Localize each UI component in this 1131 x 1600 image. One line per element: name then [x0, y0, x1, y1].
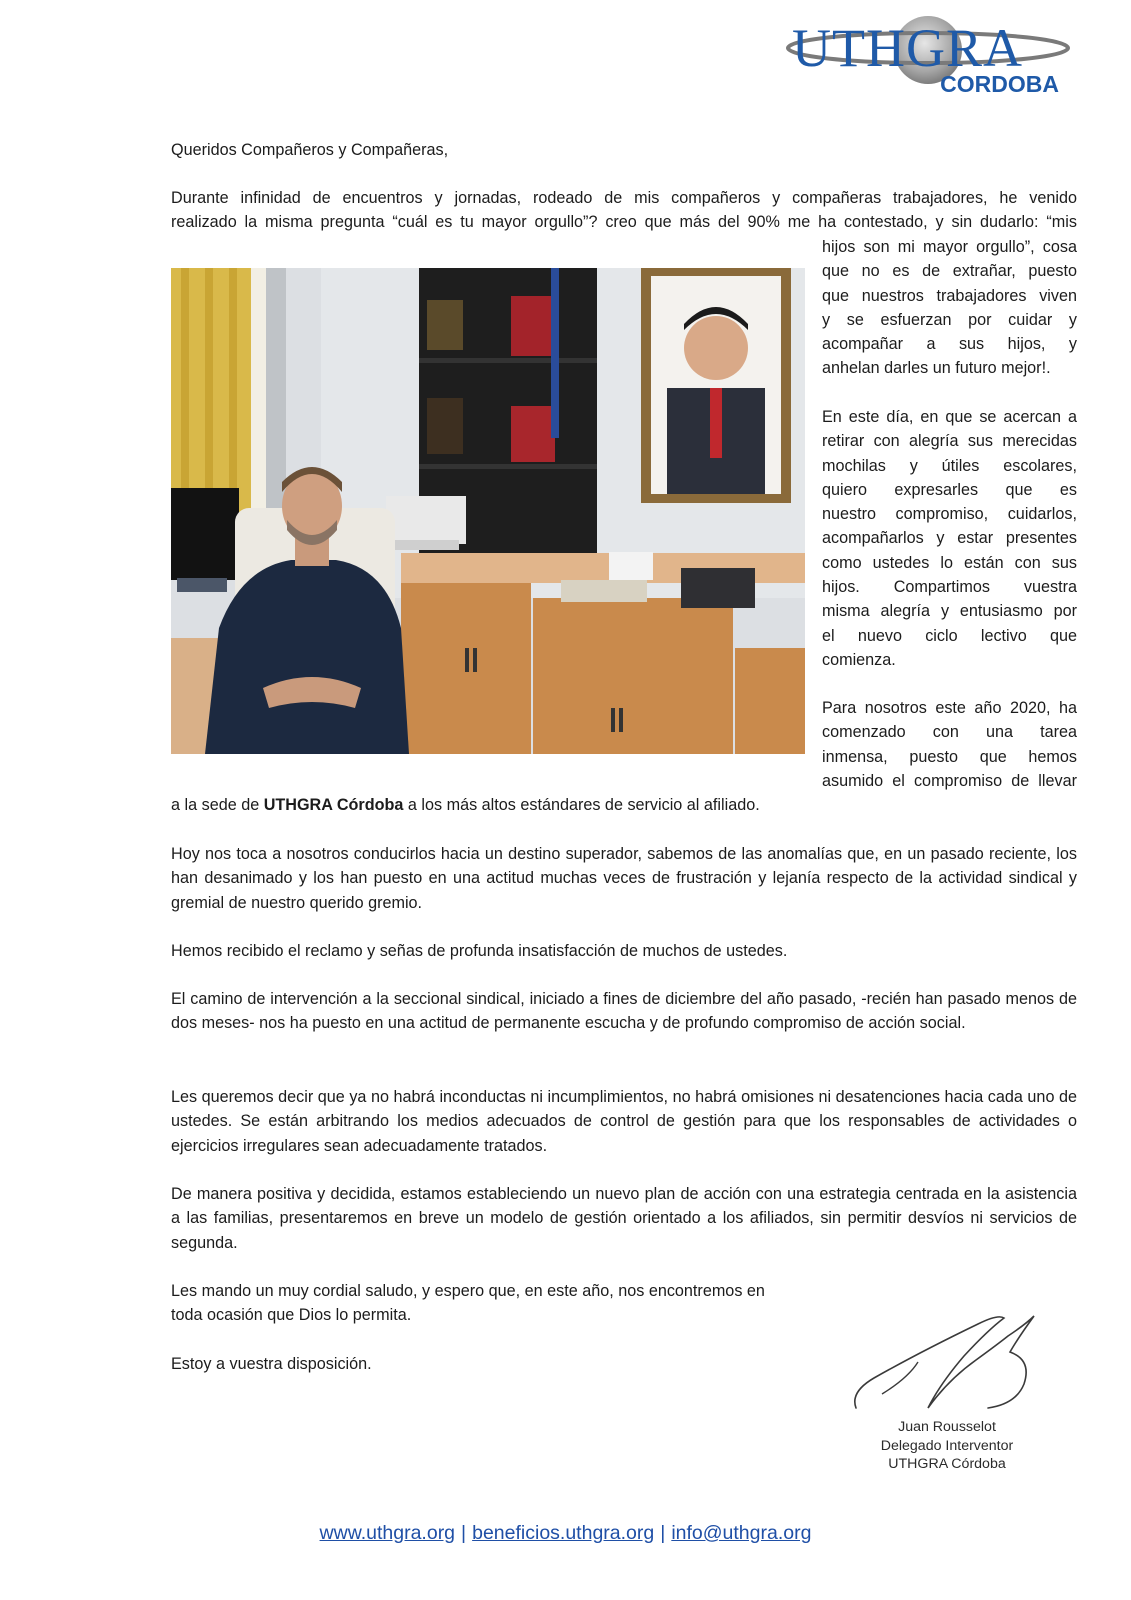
- column-line: Para nosotros este año 2020, ha: [822, 699, 1077, 717]
- column-line: acompañarlos y estar presentes: [822, 529, 1077, 548]
- paragraph-4: Hoy nos toca a nosotros conducirlos hacia un destino superador, sabemos de las anomalías que, en un pasado reciente, los han desanimado y los han puesto en una actitud muchas veces de frustración y lejanía respecto de la actividad sindical y gremial de nuestro querido gremio.: [171, 845, 1077, 912]
- column-line: hijos. Compartimos vuestra: [822, 578, 1077, 597]
- tail-text: a la sede de: [171, 796, 264, 814]
- logo-name: UTHGRA: [792, 18, 1023, 78]
- paragraph-3-column: [822, 696, 1077, 793]
- paragraph-5: Hemos recibido el reclamo y señas de profunda insatisfacción de muchos de ustedes.: [171, 942, 788, 960]
- website-link[interactable]: www.uthgra.org: [319, 1522, 456, 1544]
- paragraph-2-column: [822, 405, 1077, 672]
- org-name-bold: UTHGRA Córdoba: [263, 796, 404, 814]
- paragraph-1-line: Durante infinidad de encuentros y jornadas, rodeado de mis compañeros y compañeras trabajadores, he venido: [171, 189, 1077, 207]
- paragraph-1-column: [822, 235, 1077, 381]
- office-photo: [171, 268, 805, 754]
- paragraph-10: Estoy a vuestra disposición.: [171, 1355, 372, 1373]
- paragraph-3-tail: [171, 793, 1077, 817]
- tail-text: a los más altos estándares de servicio al afiliado.: [403, 796, 760, 814]
- paragraph-9-line: Les mando un muy cordial saludo, y espero que, en este año, nos encontremos en: [171, 1282, 765, 1300]
- column-line: asumido el compromiso de llevar: [822, 771, 1077, 790]
- paragraph-7: Les queremos decir que ya no habrá inconductas ni incumplimientos, no habrá omisiones ni desatenciones hacia cada uno de ustedes. Se están arbitrando los medios adecuados de control de gestión para que los responsables de actividades o ejercicios irregulares sean adecuadamente tratados.: [171, 1088, 1077, 1155]
- signer-org: UTHGRA Córdoba: [888, 1456, 1006, 1472]
- column-line: hijos son mi mayor orgullo”, cosa: [822, 238, 1077, 256]
- signer-name: Juan Rousselot: [898, 1419, 996, 1435]
- column-line: que no es de extrañar, puesto: [822, 262, 1077, 281]
- paragraph-8: De manera positiva y decidida, estamos estableciendo un nuevo plan de acción con una estrategia centrada en la asistencia a las familias, presentaremos en breve un modelo de gestión orientado a los afiliados, sin permitir desvíos ni servicios de segunda.: [171, 1185, 1077, 1252]
- paragraph-9-line: toda ocasión que Dios lo permita.: [171, 1306, 412, 1325]
- column-line: acompañar a sus hijos, y: [822, 335, 1077, 354]
- greeting: Queridos Compañeros y Compañeras,: [171, 141, 449, 159]
- paragraph-1-line: realizado la misma pregunta “cuál es tu mayor orgullo”? creo que más del 90% me ha contestado, y sin dudarlo: “mis: [171, 213, 1077, 232]
- column-line: quiero expresarles que es: [822, 480, 1077, 499]
- signer-role: Delegado Interventor: [880, 1437, 1014, 1454]
- column-line: retirar con alegría sus merecidas: [822, 432, 1077, 451]
- column-line: que nuestros trabajadores viven: [822, 286, 1077, 305]
- column-line: nuestro compromiso, cuidarlos,: [822, 505, 1077, 524]
- benefits-link[interactable]: beneficios.uthgra.org: [472, 1522, 655, 1544]
- column-line: comenzado con una tarea: [822, 723, 1077, 742]
- office-photo-illustration: [171, 268, 805, 754]
- paragraph-6: El camino de intervención a la seccional sindical, iniciado a fines de diciembre del año pasado, -recién han pasado menos de dos meses- nos ha puesto en una actitud de permanente escucha y de profundo compromiso de acción social.: [171, 990, 1077, 1033]
- column-line: como ustedes lo están con sus: [822, 553, 1077, 572]
- column-line: comienza.: [822, 650, 896, 669]
- signature-block: [862, 1418, 1032, 1474]
- column-line: y se esfuerzan por cuidar y: [822, 310, 1077, 329]
- column-line: mochilas y útiles escolares,: [822, 456, 1077, 475]
- separator: |: [660, 1522, 666, 1544]
- column-line: inmensa, puesto que hemos: [822, 747, 1077, 766]
- email-link[interactable]: info@uthgra.org: [671, 1522, 812, 1544]
- column-line: misma alegría y entusiasmo por: [822, 602, 1077, 621]
- column-line: anhelan darles un futuro mejor!.: [822, 359, 1051, 378]
- footer-links: [0, 1522, 1131, 1545]
- logo-sub: CORDOBA: [940, 71, 1059, 96]
- uthgra-cordoba-logo: [782, 8, 1072, 96]
- separator: |: [461, 1522, 467, 1544]
- paragraph-1: [171, 186, 1077, 235]
- column-line: el nuevo ciclo lectivo que: [822, 626, 1077, 645]
- column-line: En este día, en que se acercan a: [822, 408, 1077, 426]
- handwritten-signature: [848, 1308, 1048, 1418]
